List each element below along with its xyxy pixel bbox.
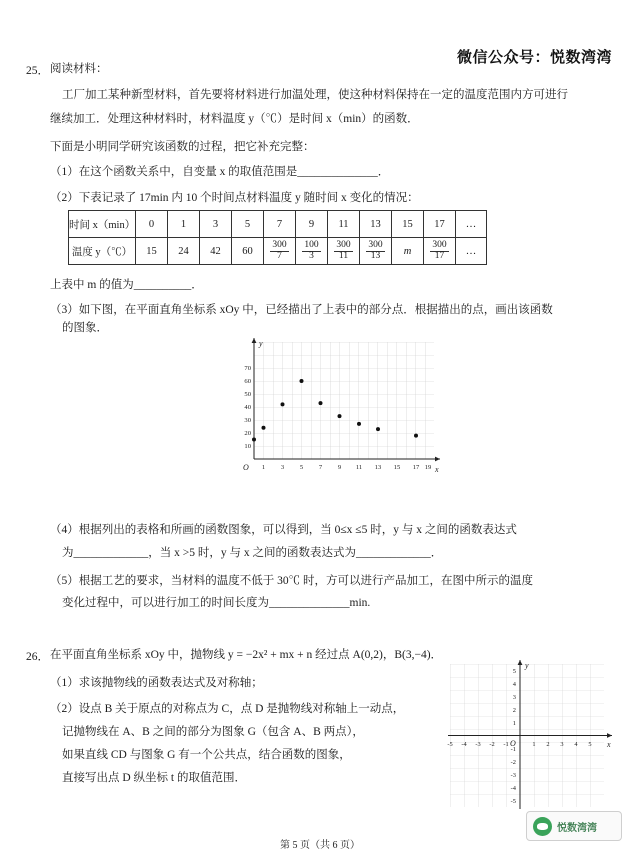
svg-text:20: 20 bbox=[244, 430, 251, 437]
svg-text:3: 3 bbox=[560, 741, 564, 748]
temperature-data-table bbox=[68, 210, 487, 265]
svg-text:4: 4 bbox=[574, 741, 578, 748]
account-stamp-label: 悦数湾湾 bbox=[557, 822, 597, 834]
svg-text:-1: -1 bbox=[510, 746, 516, 753]
svg-text:-3: -3 bbox=[510, 772, 516, 779]
q25-item-6: （4）根据列出的表格和所画的函数图象，可以得到，当 0≤x ≤5 时，y 与 x 之间的函数表达式 bbox=[50, 524, 517, 536]
q25-item-7: 为_____________，当 x >5 时，y 与 x 之间的函数表达式为_____________． bbox=[62, 547, 443, 559]
question-25-number: 25． bbox=[26, 65, 49, 77]
leaf-icon bbox=[533, 817, 552, 836]
table-cell-temp-frac: $\frac{300}{17}$ bbox=[424, 238, 456, 265]
table-cell-time: 3 bbox=[200, 211, 232, 238]
table-cell-time: 5 bbox=[232, 211, 264, 238]
table-cell-time: … bbox=[456, 211, 487, 238]
svg-text:17: 17 bbox=[412, 464, 420, 471]
table-cell-temp: … bbox=[456, 238, 487, 265]
table-cell-temp-m: m bbox=[392, 238, 424, 265]
svg-text:15: 15 bbox=[393, 464, 401, 471]
svg-text:5: 5 bbox=[588, 741, 592, 748]
svg-text:-4: -4 bbox=[461, 741, 467, 748]
q25-item-5: 的图象． bbox=[62, 322, 108, 334]
table-cell-temp: 15 bbox=[136, 238, 168, 265]
table-cell-temp-frac: $\frac{100}{3}$ bbox=[296, 238, 328, 265]
svg-text:-5: -5 bbox=[510, 798, 516, 805]
table-cell-time: 17 bbox=[424, 211, 456, 238]
q25-para-2: 继续加工．处理这种材料时，材料温度 y（℃）是时间 x（min）的函数． bbox=[50, 113, 419, 125]
svg-text:-3: -3 bbox=[475, 741, 481, 748]
svg-text:3: 3 bbox=[280, 464, 285, 471]
svg-text:2: 2 bbox=[546, 741, 550, 748]
table-cell-temp-frac: $\frac{300}{11}$ bbox=[328, 238, 360, 265]
q26-line-6: 直接写出点 D 纵坐标 t 的取值范围． bbox=[62, 772, 246, 784]
table-row-time bbox=[69, 211, 487, 238]
svg-text:3: 3 bbox=[512, 694, 516, 701]
svg-text:-1: -1 bbox=[503, 741, 509, 748]
svg-text:5: 5 bbox=[512, 668, 516, 675]
table-cell-temp: 60 bbox=[232, 238, 264, 265]
table-cell-temp-frac: $\frac{300}{7}$ bbox=[264, 238, 296, 265]
svg-text:4: 4 bbox=[512, 681, 516, 688]
q26-line-1: 在平面直角坐标系 xOy 中，抛物线 y = −2x² + mx + n 经过点 A(0,2)，B(3,−4)． bbox=[50, 649, 443, 661]
svg-text:7: 7 bbox=[318, 464, 323, 471]
svg-text:-5: -5 bbox=[447, 741, 453, 748]
watermark-text: 微信公众号：悦数湾湾 bbox=[456, 49, 612, 66]
svg-text:1: 1 bbox=[512, 720, 516, 727]
q26-line-2: （1）求该抛物线的函数表达式及对称轴； bbox=[50, 677, 263, 689]
svg-text:y: y bbox=[259, 339, 263, 348]
svg-text:-4: -4 bbox=[510, 785, 516, 792]
svg-text:1: 1 bbox=[532, 741, 536, 748]
table-cell-time: 0 bbox=[136, 211, 168, 238]
table-cell-time: 15 bbox=[392, 211, 424, 238]
table-header-time: 时间 x（min） bbox=[69, 211, 136, 238]
table-cell-time: 9 bbox=[296, 211, 328, 238]
q25-item-9: 变化过程中，可以进行加工的时间长度为______________min. bbox=[62, 597, 371, 609]
svg-text:O: O bbox=[510, 739, 516, 748]
svg-text:19: 19 bbox=[424, 464, 432, 471]
table-row-temp bbox=[69, 238, 487, 265]
svg-text:60: 60 bbox=[244, 378, 251, 385]
svg-text:5: 5 bbox=[299, 464, 304, 471]
q25-para-3: 下面是小明同学研究该函数的过程，把它补充完整： bbox=[50, 141, 315, 153]
svg-text:x: x bbox=[435, 465, 439, 474]
svg-text:9: 9 bbox=[337, 464, 342, 471]
q26-line-3: （2）设点 B 关于原点的对称点为 C，点 D 是抛物线对称轴上一动点， bbox=[50, 703, 405, 715]
q25-item-3: 上表中 m 的值为__________． bbox=[50, 279, 203, 291]
q26-line-4: 记抛物线在 A、B 之间的部分为图象 G（包含 A、B 两点）， bbox=[62, 726, 364, 738]
table-cell-temp-frac: $\frac{300}{13}$ bbox=[360, 238, 392, 265]
question-26-number: 26． bbox=[26, 651, 49, 663]
q25-para-1: 工厂加工某种新型材料，首先要将材料进行加温处理，使这种材料保持在一定的温度范围内方可进行 bbox=[62, 89, 568, 101]
q25-item-4: （3）如下图，在平面直角坐标系 xOy 中，已经描出了上表中的部分点．根据描出的点，画出该函数 bbox=[50, 304, 553, 316]
q25-item-2: （2）下表记录了 17min 内 10 个时间点材料温度 y 随时间 x 变化的情况： bbox=[50, 192, 419, 204]
svg-text:2: 2 bbox=[512, 707, 516, 714]
table-cell-temp: 42 bbox=[200, 238, 232, 265]
q26-line-5: 如果直线 CD 与图象 G 有一个公共点，结合函数的图象， bbox=[62, 749, 351, 761]
svg-text:-2: -2 bbox=[510, 759, 516, 766]
table-cell-time: 11 bbox=[328, 211, 360, 238]
svg-text:11: 11 bbox=[355, 464, 363, 471]
svg-text:70: 70 bbox=[244, 365, 251, 372]
account-stamp bbox=[526, 811, 622, 841]
svg-text:y: y bbox=[525, 661, 529, 670]
table-cell-time: 1 bbox=[168, 211, 200, 238]
svg-text:10: 10 bbox=[244, 443, 251, 450]
q25-item-8: （5）根据工艺的要求，当材料的温度不低于 30℃ 时，方可以进行产品加工，在图中所示的温度 bbox=[50, 575, 533, 587]
svg-text:30: 30 bbox=[244, 417, 251, 424]
q25-item-1: （1）在这个函数关系中，自变量 x 的取值范围是______________． bbox=[50, 166, 390, 178]
svg-text:40: 40 bbox=[244, 404, 251, 411]
q25-graph bbox=[232, 336, 444, 484]
question-25-title: 阅读材料： bbox=[50, 63, 108, 75]
page-footer: 第 5 页（共 6 页） bbox=[280, 840, 360, 851]
table-cell-temp: 24 bbox=[168, 238, 200, 265]
table-cell-time: 7 bbox=[264, 211, 296, 238]
table-header-temp: 温度 y（℃） bbox=[69, 238, 136, 265]
svg-text:-2: -2 bbox=[489, 741, 495, 748]
svg-text:x: x bbox=[607, 740, 611, 749]
svg-text:1: 1 bbox=[261, 464, 266, 471]
svg-text:50: 50 bbox=[244, 391, 251, 398]
table-cell-time: 13 bbox=[360, 211, 392, 238]
q26-graph bbox=[440, 654, 620, 814]
svg-text:O: O bbox=[243, 463, 249, 472]
svg-text:13: 13 bbox=[374, 464, 382, 471]
